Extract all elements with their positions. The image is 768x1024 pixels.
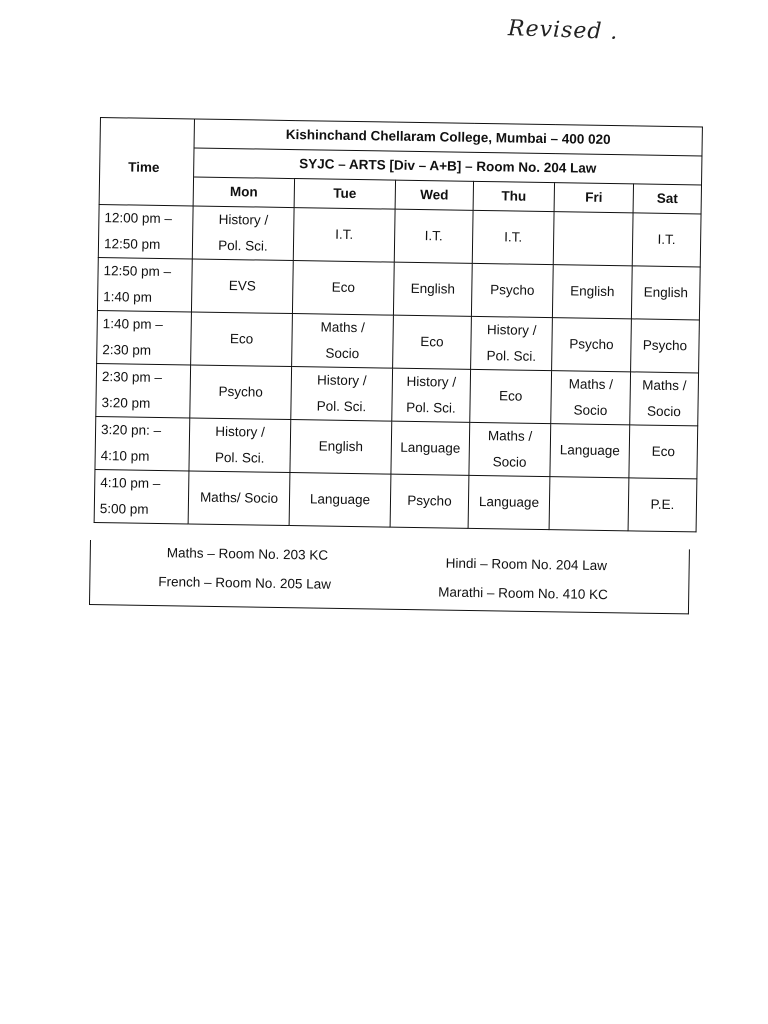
subject-cell xyxy=(629,425,698,479)
subject-line: Pol. Sci. xyxy=(218,237,268,254)
class-title: SYJC – ARTS [Div – A+B] – Room No. 204 Law xyxy=(194,148,702,185)
time-line: 2:30 pm – xyxy=(101,369,163,386)
table-row xyxy=(97,257,700,319)
time-slot xyxy=(97,310,192,364)
handwritten-revised-note: Revised . xyxy=(507,16,619,45)
college-title: Kishinchand Chellaram College, Mumbai – 400 020 xyxy=(194,119,702,156)
subject-cell xyxy=(553,212,633,266)
subject-line: Maths/ Socio xyxy=(199,489,279,506)
subject-line: English xyxy=(318,438,364,455)
time-slot xyxy=(98,204,193,258)
table-row xyxy=(95,416,698,478)
note-marathi: Marathi – Room No. 410 KC xyxy=(438,584,608,603)
time-slot xyxy=(96,363,191,417)
time-line: 3:20 pn: – xyxy=(100,422,162,438)
subject-cell xyxy=(469,422,551,476)
subject-cell xyxy=(549,477,629,531)
subject-line: Socio xyxy=(646,403,681,420)
subject-line: Psycho xyxy=(218,383,263,400)
subject-line: History / xyxy=(317,372,367,389)
subject-cell xyxy=(468,475,550,529)
subject-line: Socio xyxy=(325,345,360,362)
subject-line: History / xyxy=(406,373,457,390)
time-line: 12:50 pm xyxy=(103,236,161,252)
table-row xyxy=(94,469,697,531)
time-slot xyxy=(94,469,189,523)
day-header: Thu xyxy=(473,181,554,211)
table-row xyxy=(98,204,701,266)
subject-cell xyxy=(471,263,553,317)
time-header: Time xyxy=(128,158,160,175)
room-notes xyxy=(89,540,690,614)
day-header: Wed xyxy=(395,180,473,210)
time-line: 2:30 pm xyxy=(102,342,152,358)
subject-cell xyxy=(552,265,632,319)
subject-line: I.T. xyxy=(335,226,354,242)
subject-cell xyxy=(292,261,394,316)
subject-cell xyxy=(189,418,291,473)
subject-line: EVS xyxy=(228,278,256,294)
subject-cell xyxy=(552,318,632,372)
subject-line: Pol. Sci. xyxy=(214,449,265,466)
subject-line: I.T. xyxy=(657,231,676,248)
subject-line: Eco xyxy=(651,443,676,460)
subject-line xyxy=(556,238,630,239)
subject-line: Maths / xyxy=(487,428,533,444)
subject-line: Pol. Sci. xyxy=(316,398,367,415)
subject-line: Psycho xyxy=(490,282,535,298)
subject-cell xyxy=(192,206,294,261)
subject-cell xyxy=(394,209,473,263)
subject-cell xyxy=(291,367,393,422)
subject-cell xyxy=(390,474,469,528)
subject-cell xyxy=(191,259,293,314)
subject-cell xyxy=(550,424,630,478)
note-hindi: Hindi – Room No. 204 Law xyxy=(445,555,608,574)
subject-cell xyxy=(293,208,395,263)
subject-cell xyxy=(190,365,292,420)
subject-line: Eco xyxy=(229,331,254,347)
subject-line: Eco xyxy=(498,388,523,404)
subject-line: Socio xyxy=(573,402,608,419)
subject-line: Pol. Sci. xyxy=(486,348,537,364)
subject-cell xyxy=(393,315,472,369)
subject-line: Socio xyxy=(492,454,527,470)
subject-line: I.T. xyxy=(504,229,523,245)
subject-line: Language xyxy=(478,494,540,510)
subject-cell xyxy=(551,371,631,425)
subject-line: Pol. Sci. xyxy=(406,399,456,416)
subject-line: I.T. xyxy=(424,228,443,244)
subject-line: Psycho xyxy=(569,336,614,353)
subject-cell xyxy=(188,471,290,526)
subject-line: Eco xyxy=(331,279,356,296)
subject-cell xyxy=(289,473,391,528)
subject-line: English xyxy=(410,280,456,297)
subject-line: History / xyxy=(215,423,265,440)
subject-line: P.E. xyxy=(650,496,675,513)
day-header: Tue xyxy=(294,179,395,210)
subject-line: English xyxy=(570,283,615,300)
note-french: French – Room No. 205 Law xyxy=(158,574,332,592)
subject-line: Psycho xyxy=(642,337,688,354)
table-row xyxy=(97,310,700,372)
subject-cell xyxy=(471,316,553,370)
subject-cell xyxy=(392,368,471,422)
subject-cell xyxy=(393,262,472,316)
table-row xyxy=(96,363,699,425)
subject-line: Language xyxy=(309,491,371,508)
time-line: 1:40 pm xyxy=(103,289,153,305)
subject-cell xyxy=(472,210,554,264)
time-line: 12:00 pm – xyxy=(104,210,173,227)
time-line: 4:10 pm xyxy=(100,448,150,464)
subject-cell xyxy=(191,312,293,367)
subject-cell xyxy=(391,421,470,475)
subject-cell xyxy=(290,420,392,475)
subject-line: Psycho xyxy=(407,492,452,509)
subject-line: Maths / xyxy=(642,377,687,394)
subject-line: Language xyxy=(559,442,620,459)
day-header: Sat xyxy=(633,184,701,214)
time-line: 5:00 pm xyxy=(99,501,149,517)
time-line: 4:10 pm – xyxy=(100,475,161,491)
time-slot xyxy=(95,416,190,470)
time-line: 1:40 pm – xyxy=(102,316,163,333)
note-maths: Maths – Room No. 203 KC xyxy=(166,545,329,563)
subject-line: History / xyxy=(486,322,537,338)
subject-line xyxy=(552,503,626,504)
time-line: 3:20 pm xyxy=(101,395,151,411)
time-slot xyxy=(97,257,192,311)
subject-line: History / xyxy=(218,211,269,228)
timetable xyxy=(94,117,703,532)
subject-cell xyxy=(632,213,701,267)
subject-line: Eco xyxy=(420,334,444,350)
subject-line: English xyxy=(643,284,689,301)
subject-line: Maths / xyxy=(320,319,365,336)
subject-cell xyxy=(630,372,699,426)
subject-cell xyxy=(470,369,552,423)
day-header: Mon xyxy=(193,177,294,208)
subject-line: Maths / xyxy=(568,376,614,393)
subject-cell xyxy=(628,478,697,532)
subject-cell xyxy=(631,266,700,320)
time-line: 12:50 pm – xyxy=(103,263,172,280)
day-header: Fri xyxy=(554,183,633,213)
subject-line: Language xyxy=(400,439,461,456)
subject-cell xyxy=(631,319,700,373)
subject-cell xyxy=(292,314,394,369)
